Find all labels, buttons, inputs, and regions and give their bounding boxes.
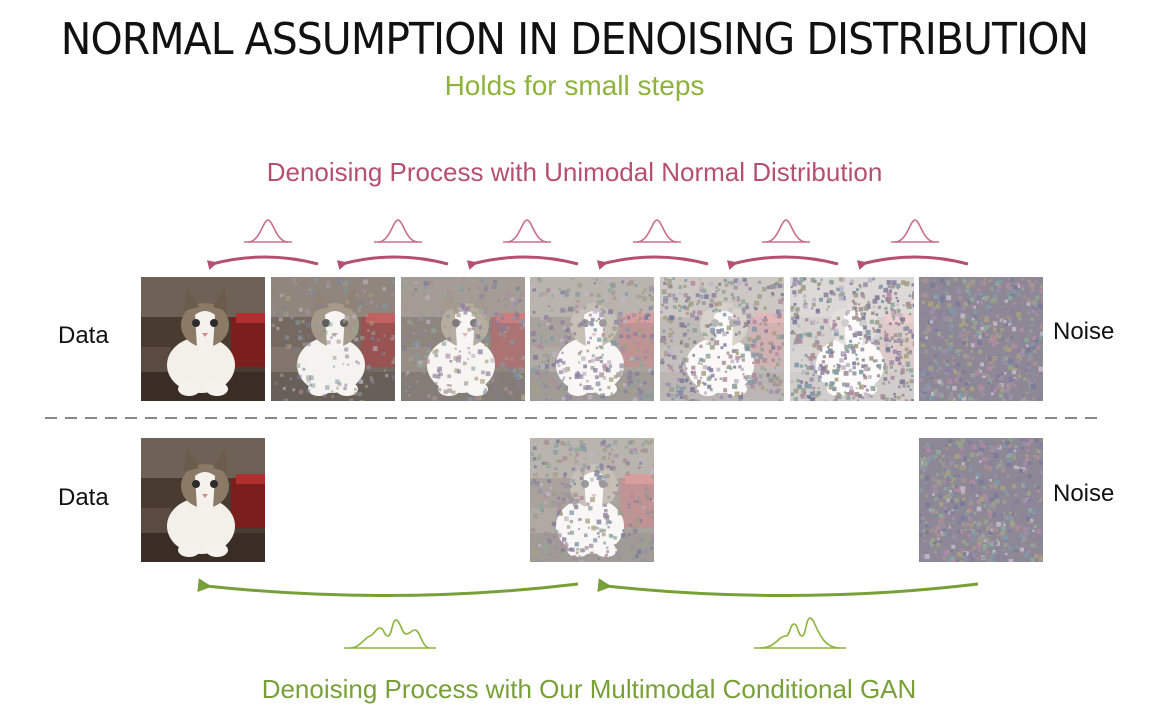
multimodal-distribution-icon [754,618,846,648]
unimodal-distribution-icon [891,220,939,242]
unimodal-distribution-icon [633,220,681,242]
unimodal-distribution-icon [244,220,292,242]
unimodal-distribution-icon [503,220,551,242]
bottom-data-label: Data [58,484,109,511]
unimodal-arrow-5 [732,257,838,264]
subtitle: Holds for small steps [444,70,705,101]
top-noise-label: Noise [1053,318,1115,345]
top-data-label: Data [58,322,109,349]
gan-arrow-left [206,584,578,596]
multimodal-distribution-icon [344,620,436,648]
unimodal-arrow-2 [342,257,448,264]
multimodal-process-caption: Denoising Process with Our Multimodal Conditional GAN [261,674,917,704]
page-title: NORMAL ASSUMPTION IN DENOISING DISTRIBUTION [60,14,1089,65]
unimodal-arrow-1 [212,257,318,264]
unimodal-process-caption: Denoising Process with Unimodal Normal Distribution [266,157,883,187]
gan-arrow-right [606,584,978,596]
unimodal-arrow-3 [472,257,578,264]
unimodal-distribution-icon [762,220,810,242]
unimodal-arrow-6 [862,257,968,264]
unimodal-distribution-icon [374,220,422,242]
bottom-noise-label: Noise [1053,480,1115,507]
unimodal-arrow-4 [602,257,708,264]
